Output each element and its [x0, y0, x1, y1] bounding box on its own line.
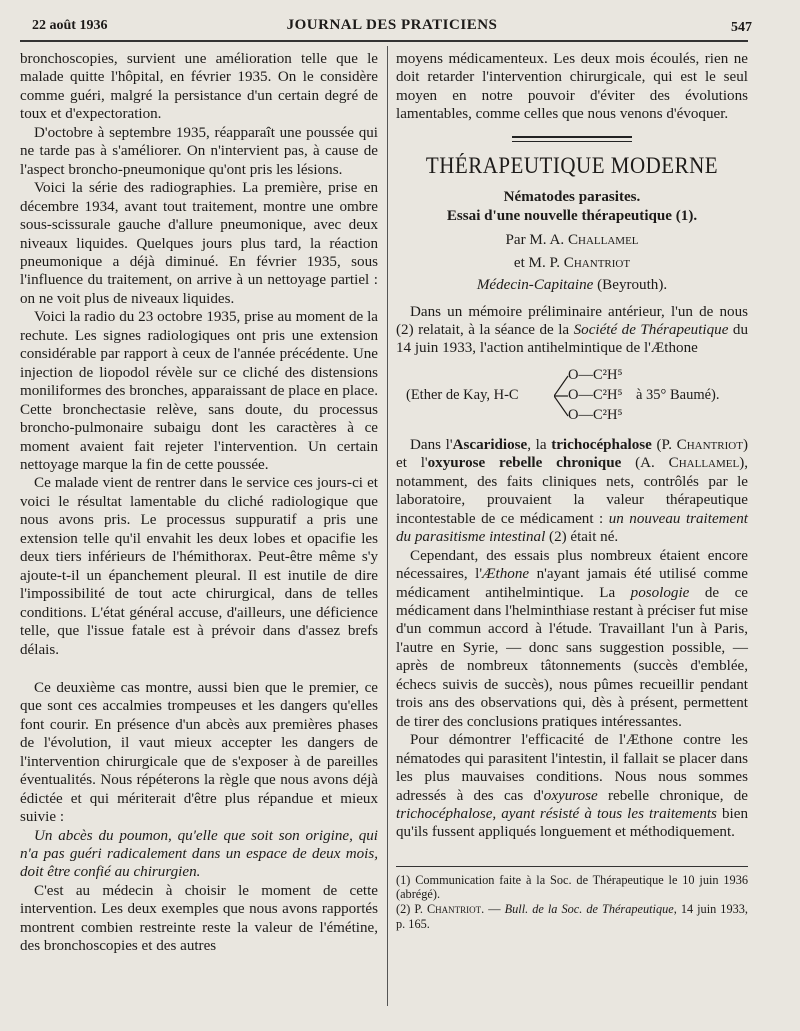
author-role: Médecin-Capitaine	[476, 277, 594, 294]
paragraph	[396, 436, 748, 547]
rule-statement	[20, 827, 378, 882]
text-run: (2) était né.	[545, 529, 619, 546]
paragraph: Ce malade vient de rentrer dans le service ces jours-ci et voici le résultat lamentable du cliché radiologique que nous avons pris. Le processus suppuratif a pris une extension telle qu'il envahit les deux lobes et opacifie les deux tiers inférieurs de l'hémithorax. Peut-être même s'y ajoute-t-il un épanchement pleural. Il est inutile de dire l'impossibilité de tout acte chirurgical, dans de telles conditions. L'état général accuse, d'ailleurs, une déficience telle, que l'issue fatale est à prévoir dans d'assez brefs délais.	[20, 475, 378, 658]
society-name: Société de Thérapeutique	[573, 321, 729, 338]
paragraph: Voici la radio du 23 octobre 1935, prise au moment de la rechute. Les signes radiologiques ont pris une extension considérable par rapport à ceux de l'année précédente. Une injection de liopodol révèle sur ce cliché des distensions moniliformes des bronches, apparaissant de place en place. Cette bronchectasie relève, sans doute, du processus broncho-pulmonaire subaigu dont les caractères à ce moment avaient fait rejeter l'intervention. Un certain nettoyage marque la fin de cette poussée.	[20, 309, 378, 473]
citation-title: Bull. de la Soc. de Thérapeutique	[504, 902, 674, 917]
text-run: ) et l'	[396, 436, 748, 472]
emphasis: un nouveau traitement du parasitisme intestinal	[396, 510, 748, 546]
paragraph: D'octobre à septembre 1935, réapparaît une poussée qui ne tarde pas à s'améliorer. On n'intervient pas, à cause de l'aspect broncho-pneumonique qu'ont pris les lésions.	[20, 124, 378, 178]
emphasis: posologie	[630, 584, 690, 601]
footnote-rule	[396, 866, 748, 867]
text-run: rebelle chronique, de	[597, 787, 748, 804]
article-title: Nématodes parasites.	[503, 189, 641, 206]
formula-group: O—C²H⁵	[568, 406, 623, 423]
issue-date: 22 août 1936	[32, 18, 108, 33]
drug-name: Æthone	[482, 566, 530, 583]
byline-affiliation	[396, 276, 748, 294]
term: Ascaridiose	[452, 436, 528, 453]
byline	[396, 254, 748, 272]
byline-prefix: Par M. A.	[505, 232, 568, 249]
article-subtitle: Essai d'une nouvelle thérapeutique (1).	[446, 207, 698, 224]
paragraph: bronchoscopies, survient une amélioration telle que le malade quitte l'hôpital, en février 1935. On le considère comme guéri, malgré la persistance d'un certain degré de toux et d'expectoration.	[20, 51, 378, 123]
term: oxyurose rebelle chronique	[427, 455, 622, 472]
page-number: 547	[731, 20, 752, 35]
header-rule	[20, 40, 748, 42]
formula-tail: à 35° Baumé).	[636, 386, 720, 403]
paragraph: Ce deuxième cas montre, aussi bien que le premier, ce que sont ces accalmies trompeuses et les dangers qu'elles font courir. En présence d'un abcès aux premières phases de l'évolution, il vaut mieux accepter les dangers de l'intervention chirurgicale que de s'exposer à de pareilles éventualités. Nous répéterons la règle que nous avons déjà édictée et qui mériterait d'être plus répandue et mieux suivie :	[20, 679, 378, 826]
text-run: n'ayant jamais été utilisé comme médicament antihelmintique. La	[396, 566, 748, 601]
text-run: de ce médicament dans l'helminthiase restant à préciser fut mise d'un commun accord à l'étude. Travaillant l'un à Paris, l'autre en Syrie, — donc sans suggestion possible, — après de nombreux tâtonnements (succès d'emblée, échecs suivis de succès), nous pûmes recueillir pendant trois ans des observations qui, dès à présent, permettent de tirer des conclusions pratiques intéressantes.	[396, 584, 748, 730]
paragraph: moyens médicamenteux. Les deux mois écoulés, rien ne doit retarder l'intervention chirurgicale, qui est le seul moyen en notre pouvoir d'éviter des évolutions lamentables, comme celles que nous venons d'évoquer.	[396, 51, 748, 123]
paragraph: Voici la série des radiographies. La première, prise en décembre 1934, avant tout traitement, montre une ombre sous-scissurale gauche d'allure pneumonique, avec deux niveaux liquides. Quelques jours plus tard, la réaction pneumonique a déjà diminué. En février 1935, sous l'influence du traitement, on arrive à un nettoyage partiel : on ne voit plus de niveaux liquides.	[20, 180, 378, 307]
text-run: Dans un mémoire préliminaire antérieur, l'un de nous (2) relatait, à la séance de la	[396, 303, 748, 338]
paragraph	[396, 731, 748, 842]
text-run: bien qu'ils fussent appliqués longuement et méthodiquement.	[396, 805, 748, 841]
text-run: , 14 juin 1933, p. 165.	[396, 902, 748, 931]
text-run: Pour démontrer l'efficacité de l'Æthone contre les nématodes qui parasitent l'intestin, il fallait se placer dans les plus mauvaises conditions. Nous nous sommes adressés à des cas d'	[396, 732, 748, 804]
author-name: Chantriot	[426, 902, 482, 917]
text-run: Cependant, des essais plus nombreux étaient encore nécessaires, l'	[396, 547, 748, 583]
author-name: Challamel	[567, 232, 639, 249]
byline-prefix: et M. P.	[513, 254, 564, 271]
text-run: Dans l'	[410, 436, 453, 453]
left-column	[20, 50, 378, 956]
rule-statement-text: Un abcès du poumon, qu'elle que soit son origine, qui n'a pas guéri radicalement dans un espace de deux mois, doit être confié au chirurgien.	[20, 827, 378, 881]
footnote	[396, 902, 748, 931]
byline	[396, 231, 748, 249]
text-run: (A.	[621, 455, 669, 472]
formula-group: O—C²H⁵	[568, 386, 623, 403]
text-run: . —	[481, 902, 505, 917]
text-run: du 14 juin 1933, l'action antihelmintique de l'Æthone	[396, 321, 748, 357]
term: trichocéphalose	[551, 436, 652, 453]
journal-title: JOURNAL DES PRATICIENS	[286, 17, 498, 33]
author-location: (Beyrouth).	[593, 277, 668, 294]
running-header	[32, 14, 752, 40]
section-ornament	[512, 136, 632, 142]
text-run: , la	[527, 436, 552, 453]
paragraph-gap	[20, 659, 378, 679]
text-run: (P.	[651, 436, 677, 453]
paragraph: C'est au médecin à choisir le moment de cette intervention. Les deux exemples que nous avons rapportés montrent combien restreinte reste la valeur de l'émétine, des bronchoscopies et des autres	[20, 882, 378, 955]
emphasis: trichocéphalose, ayant résisté à tous les traitements	[396, 805, 717, 822]
right-column	[396, 50, 748, 931]
chemical-formula	[396, 364, 748, 428]
emphasis: oxyurose	[543, 787, 598, 804]
formula-group: O—C²H⁵	[568, 366, 623, 383]
footnote: (1) Communication faite à la Soc. de Thérapeutique le 10 juin 1936 (abrégé).	[396, 872, 748, 902]
author-name: Chantriot	[676, 436, 743, 453]
author-name: Chantriot	[563, 254, 631, 271]
paragraph	[396, 303, 748, 358]
author-name: Challamel	[668, 455, 740, 472]
text-run: (2) P.	[396, 902, 427, 917]
paragraph	[396, 547, 748, 732]
column-divider	[387, 46, 388, 1006]
section-title: THÉRAPEUTIQUE MODERNE	[425, 151, 719, 179]
formula-label: (Ether de Kay, H-C	[406, 386, 519, 403]
text-run: ), notamment, des faits cliniques nets, contrôlés par le laboratoire, prouvaient la valeur thérapeutique incontestable de ce médicament :	[396, 455, 749, 527]
